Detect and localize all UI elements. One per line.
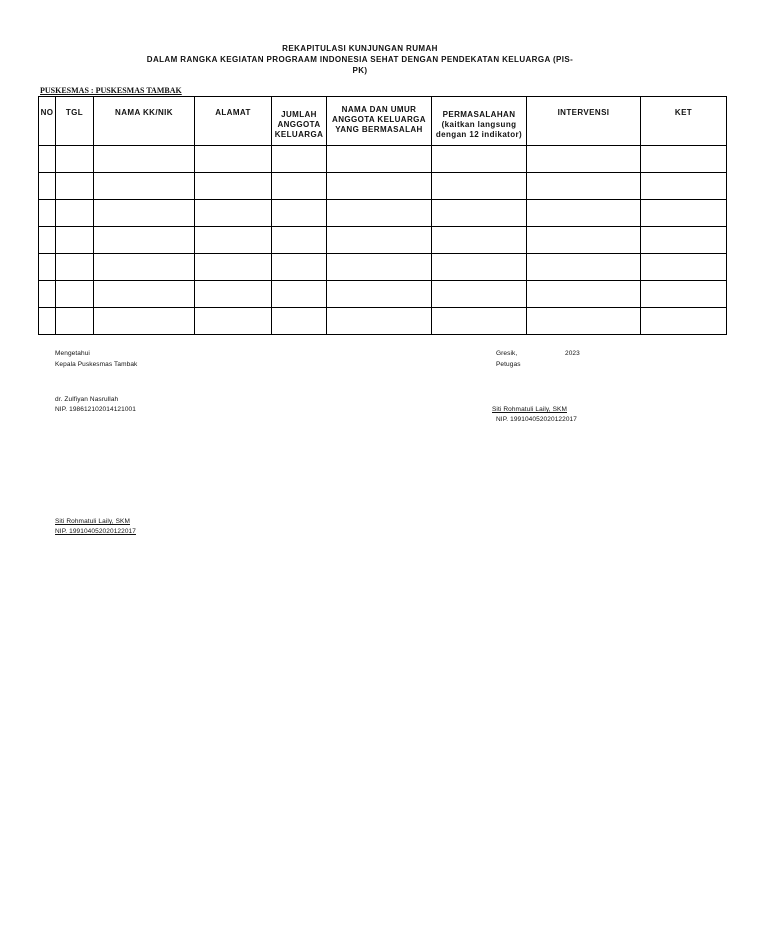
- table-cell: [432, 227, 527, 254]
- puskesmas-label: PUSKESMAS : PUSKESMAS TAMBAK: [40, 86, 182, 95]
- table-cell: [641, 146, 727, 173]
- table-cell: [94, 281, 195, 308]
- table-cell: [195, 146, 272, 173]
- bottom-name: Siti Rohmatuli Laily, SKM: [55, 518, 130, 525]
- table-cell: [432, 281, 527, 308]
- table-cell: [56, 254, 94, 281]
- table-cell: [39, 146, 56, 173]
- table-cell: [327, 173, 432, 200]
- table-cell: [527, 281, 641, 308]
- table-row: [39, 173, 727, 200]
- table-cell: [432, 200, 527, 227]
- table-cell: [56, 227, 94, 254]
- table-cell: [527, 200, 641, 227]
- table-cell: [39, 173, 56, 200]
- table-cell: [195, 308, 272, 335]
- year-label: 2023: [565, 350, 580, 357]
- table-cell: [432, 308, 527, 335]
- table-row: [39, 227, 727, 254]
- title-line-1: REKAPITULASI KUNJUNGAN RUMAH: [282, 44, 438, 53]
- table-cell: [641, 254, 727, 281]
- col-header-permasalahan: PERMASALAHAN (kaitkan langsung dengan 12 indikator): [432, 97, 527, 146]
- table-cell: [641, 227, 727, 254]
- place-label: Gresik,: [496, 350, 518, 357]
- table-cell: [56, 200, 94, 227]
- table-cell: [56, 281, 94, 308]
- table-cell: [56, 146, 94, 173]
- col-header-jumlah: JUMLAH ANGGOTA KELUARGA: [272, 97, 327, 146]
- table-cell: [327, 146, 432, 173]
- table-cell: [641, 308, 727, 335]
- table-cell: [39, 200, 56, 227]
- kepala-puskesmas-label: Kepala Puskesmas Tambak: [55, 361, 138, 368]
- table-cell: [39, 254, 56, 281]
- title-line-3: PK): [352, 66, 368, 75]
- table-cell: [39, 227, 56, 254]
- table-cell: [272, 173, 327, 200]
- table-cell: [272, 227, 327, 254]
- recap-table: [38, 96, 727, 335]
- table-cell: [195, 281, 272, 308]
- table-row: [39, 308, 727, 335]
- petugas-label: Petugas: [496, 361, 521, 368]
- table-cell: [56, 308, 94, 335]
- petugas-nip: NIP. 199104052020122017: [496, 416, 577, 423]
- petugas-name: Siti Rohmatuli Laily, SKM: [492, 406, 567, 413]
- table-cell: [94, 227, 195, 254]
- table-cell: [327, 254, 432, 281]
- table-cell: [527, 146, 641, 173]
- table-cell: [94, 173, 195, 200]
- kepala-name: dr. Zulfiyan Nasrullah: [55, 396, 119, 403]
- table-cell: [641, 281, 727, 308]
- col-header-ket: KET: [641, 97, 727, 146]
- table-cell: [195, 173, 272, 200]
- table-cell: [432, 254, 527, 281]
- kepala-nip: NIP. 198612102014121001: [55, 406, 136, 413]
- table-cell: [195, 200, 272, 227]
- mengetahui-label: Mengetahui: [55, 350, 90, 357]
- table-cell: [527, 173, 641, 200]
- table-cell: [94, 308, 195, 335]
- col-header-no: NO: [39, 97, 56, 146]
- table-cell: [327, 308, 432, 335]
- table-row: [39, 146, 727, 173]
- table-cell: [272, 254, 327, 281]
- table-cell: [195, 227, 272, 254]
- table-cell: [272, 200, 327, 227]
- table-cell: [94, 146, 195, 173]
- table-cell: [327, 281, 432, 308]
- table-cell: [272, 146, 327, 173]
- table-cell: [94, 200, 195, 227]
- table-cell: [272, 281, 327, 308]
- table-cell: [432, 146, 527, 173]
- table-cell: [56, 173, 94, 200]
- col-header-intervensi: INTERVENSI: [527, 97, 641, 146]
- table-cell: [195, 254, 272, 281]
- table-cell: [641, 200, 727, 227]
- table-row: [39, 254, 727, 281]
- table-cell: [94, 254, 195, 281]
- table-header-row: [39, 97, 727, 146]
- table-cell: [272, 308, 327, 335]
- table-cell: [39, 308, 56, 335]
- table-cell: [527, 308, 641, 335]
- col-header-alamat: ALAMAT: [195, 97, 272, 146]
- col-header-nama-umur: NAMA DAN UMUR ANGGOTA KELUARGA YANG BERMASALAH: [327, 97, 432, 146]
- table-cell: [432, 173, 527, 200]
- title-line-2: DALAM RANGKA KEGIATAN PROGRAAM INDONESIA SEHAT DENGAN PENDEKATAN KELUARGA (PIS-: [146, 55, 574, 64]
- col-header-tgl: TGL: [56, 97, 94, 146]
- table-cell: [527, 227, 641, 254]
- bottom-nip: NIP. 199104052020122017: [55, 528, 136, 535]
- table-row: [39, 281, 727, 308]
- table-row: [39, 200, 727, 227]
- table-cell: [641, 173, 727, 200]
- table-cell: [527, 254, 641, 281]
- table-cell: [327, 227, 432, 254]
- table-cell: [39, 281, 56, 308]
- table-cell: [327, 200, 432, 227]
- col-header-nama-kk: NAMA KK/NIK: [94, 97, 195, 146]
